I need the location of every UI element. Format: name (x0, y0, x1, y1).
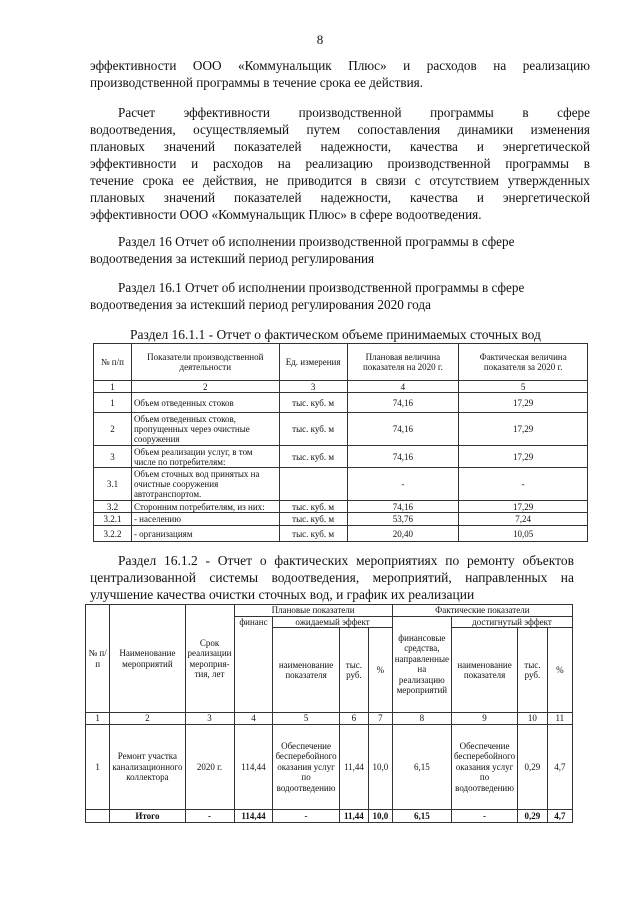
paragraph-line: эффективности и расходов на реализацию производственной программы в (90, 156, 590, 171)
paragraph-efficiency-intro (90, 57, 590, 91)
header-cell: финансовые средства, направленные на реализацию мероприятий (392, 616, 451, 713)
row-fact: 7,24 (459, 513, 588, 526)
row-unit: тыс. куб. м (279, 393, 347, 413)
row-fact: 17,29 (459, 393, 588, 413)
paragraph-line: производственной программы в течение срока ее действия. (90, 75, 424, 90)
row-number: 1 (86, 725, 110, 810)
table-row (94, 393, 588, 413)
heading-line: Раздел 16.1 Отчет об исполнении производственной программы в сфере (118, 280, 525, 295)
table-row (94, 513, 588, 526)
heading-line: водоотведения за истекший период регулирования 2020 года (90, 297, 431, 312)
column-number-row (86, 713, 573, 725)
row-expected-pct: 10,0 (369, 725, 393, 810)
column-number: 7 (369, 713, 393, 725)
row-fact: 17,29 (459, 501, 588, 513)
header-cell: Срок реализации мероприя-тия, лет (185, 605, 234, 713)
paragraph-line: течение срока ее действия, не приводится в связи с отсутствием утвержденных (90, 173, 590, 188)
row-number: 3.2.2 (94, 526, 132, 542)
column-number: 11 (547, 713, 572, 725)
header-cell: % (547, 628, 572, 713)
table-row (94, 413, 588, 446)
paragraph-line: плановых значений показателей надежности, качества и энергетической (90, 139, 590, 154)
table-row (86, 725, 573, 810)
header-cell: тыс. руб. (518, 628, 548, 713)
header-cell: Наименование мероприятий (110, 605, 185, 713)
paragraph-line: эффективности ООО «Коммунальщик Плюс» и расходов на реализацию (90, 58, 590, 73)
header-cell: № п/п (94, 344, 132, 381)
column-number: 6 (339, 713, 369, 725)
column-number: 5 (459, 381, 588, 393)
header-cell: финанс (234, 616, 273, 713)
column-number: 3 (279, 381, 347, 393)
section-16-1-heading (90, 279, 590, 313)
row-name: Объем сточных вод принятых на очистные сооружения автотранспортом. (131, 468, 279, 501)
total-label: Итого (110, 810, 185, 823)
header-cell: тыс. руб. (339, 628, 369, 713)
column-number: 4 (234, 713, 273, 725)
row-fact: - (459, 468, 588, 501)
section-16-heading (90, 233, 590, 267)
row-plan: 74,16 (347, 413, 459, 446)
heading-line: водоотведения за истекший период регулирования (90, 251, 375, 266)
paragraph-line: плановых значений показателей надежности, качества и энергетической (90, 190, 590, 205)
row-unit: тыс. куб. м (279, 526, 347, 542)
header-cell: % (369, 628, 393, 713)
total-achieved-rub: 0,29 (518, 810, 548, 823)
row-name: Сторонним потребителям, из них: (131, 501, 279, 513)
header-group: Плановые показатели (234, 605, 392, 617)
total-expected-name: - (273, 810, 339, 823)
column-number-row (94, 381, 588, 393)
caption-line: централизованной системы водоотведения, мероприятий, направленных на (90, 570, 574, 585)
paragraph-line: эффективности ООО «Коммунальщик Плюс» в сфере водоотведения. (90, 207, 482, 222)
column-number: 2 (110, 713, 185, 725)
row-fact-fin: 6,15 (392, 725, 451, 810)
column-number: 9 (451, 713, 517, 725)
header-group: Фактические показатели (392, 605, 572, 617)
total-achieved-name: - (451, 810, 517, 823)
row-term: 2020 г. (185, 725, 234, 810)
row-plan: 74,16 (347, 393, 459, 413)
total-achieved-pct: 4,7 (547, 810, 572, 823)
row-unit: тыс. куб. м (279, 446, 347, 468)
heading-line: Раздел 16 Отчет об исполнении производственной программы в сфере (118, 234, 515, 249)
row-number: 1 (94, 393, 132, 413)
header-cell: Показатели производственной деятельности (131, 344, 279, 381)
row-expected-name: Обеспечение бесперебойного оказания услуг по водоотведению (273, 725, 339, 810)
row-fact: 10,05 (459, 526, 588, 542)
row-name: Объем отведенных стоков, пропущенных через очистные сооружения (131, 413, 279, 446)
row-number: 2 (94, 413, 132, 446)
row-name: - населению (131, 513, 279, 526)
column-number: 8 (392, 713, 451, 725)
row-name: - организациям (131, 526, 279, 542)
table-header-row (86, 605, 573, 617)
column-number: 10 (518, 713, 548, 725)
caption-line: улучшение качества очистки сточных вод, и график их реализации (90, 587, 475, 602)
paragraph-line: водоотведения, осуществляемый путем сопоставления динамики изменения (90, 122, 590, 137)
total-spacer (86, 810, 110, 823)
table-row (94, 501, 588, 513)
paragraph-line: Расчет эффективности производственной программы в сфере (118, 105, 590, 120)
row-plan: - (347, 468, 459, 501)
table-header-row (94, 344, 588, 381)
row-number: 3.2.1 (94, 513, 132, 526)
table-row (94, 526, 588, 542)
column-number: 3 (185, 713, 234, 725)
row-achieved-pct: 4,7 (547, 725, 572, 810)
table-sewage-volume (93, 343, 588, 542)
paragraph-efficiency-calc (90, 104, 590, 223)
row-expected-rub: 11,44 (339, 725, 369, 810)
row-plan: 74,16 (347, 446, 459, 468)
row-plan: 20,40 (347, 526, 459, 542)
column-number: 2 (131, 381, 279, 393)
header-cell: Плановая величина показателя на 2020 г. (347, 344, 459, 381)
row-plan: 53,76 (347, 513, 459, 526)
header-cell: достигнутый эффект (451, 616, 572, 628)
row-unit: тыс. куб. м (279, 413, 347, 446)
table-row (94, 468, 588, 501)
table1-caption: Раздел 16.1.1 - Отчет о фактическом объеме принимаемых сточных вод (130, 327, 541, 342)
total-expected-pct: 10,0 (369, 810, 393, 823)
header-cell: наименование показателя (451, 628, 517, 713)
total-term: - (185, 810, 234, 823)
row-fact: 17,29 (459, 413, 588, 446)
row-achieved-rub: 0,29 (518, 725, 548, 810)
caption-line: Раздел 16.1.2 - Отчет о фактических мероприятиях по ремонту объектов (118, 553, 574, 568)
table-repair-measures (85, 604, 573, 823)
row-unit: тыс. куб. м (279, 501, 347, 513)
column-number: 1 (86, 713, 110, 725)
total-fact-fin: 6,15 (392, 810, 451, 823)
row-name: Ремонт участка канализационного коллектора (110, 725, 185, 810)
row-number: 3.1 (94, 468, 132, 501)
row-unit (279, 468, 347, 501)
column-number: 4 (347, 381, 459, 393)
row-name: Объем реализации услуг, в том числе по потребителям: (131, 446, 279, 468)
total-expected-rub: 11,44 (339, 810, 369, 823)
row-number: 3.2 (94, 501, 132, 513)
header-cell: ожидаемый эффект (273, 616, 392, 628)
total-fin: 114,44 (234, 810, 273, 823)
row-achieved-name: Обеспечение бесперебойного оказания услуг по водоотведению (451, 725, 517, 810)
column-number: 1 (94, 381, 132, 393)
table2-caption (90, 552, 574, 603)
row-name: Объем отведенных стоков (131, 393, 279, 413)
header-cell: Фактическая величина показателя за 2020 г. (459, 344, 588, 381)
row-number: 3 (94, 446, 132, 468)
header-cell: наименование показателя (273, 628, 339, 713)
column-number: 5 (273, 713, 339, 725)
row-fin: 114,44 (234, 725, 273, 810)
header-cell: Ед. измерения (279, 344, 347, 381)
table-row (94, 446, 588, 468)
row-fact: 17,29 (459, 446, 588, 468)
page-number: 8 (316, 32, 324, 47)
total-row (86, 810, 573, 823)
row-plan: 74,16 (347, 501, 459, 513)
row-unit: тыс. куб. м (279, 513, 347, 526)
header-cell: № п/п (86, 605, 110, 713)
